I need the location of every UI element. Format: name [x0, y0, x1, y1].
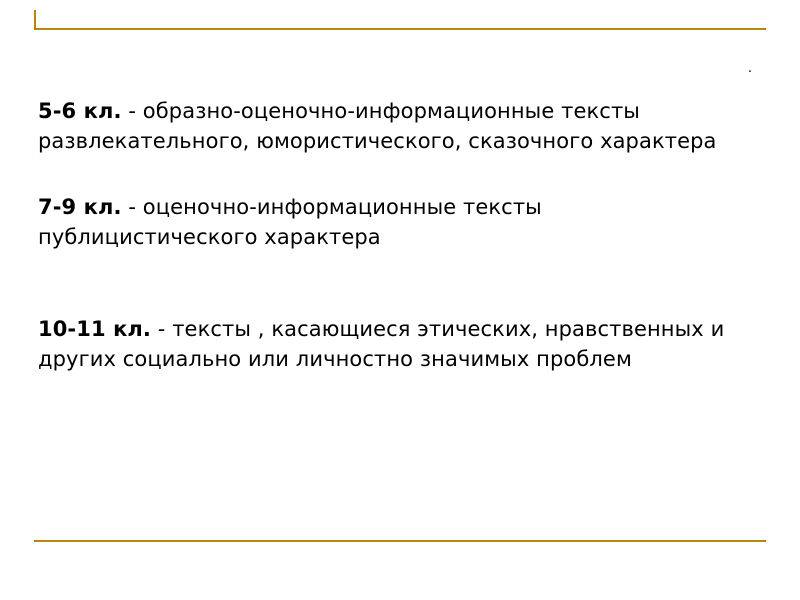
spacer — [38, 252, 738, 314]
header-mark: . — [747, 61, 752, 76]
paragraph-text: - тексты , касающиеся этических, нравственных и других социально или личностно значимых проблем — [38, 317, 725, 371]
paragraph-lead: 7-9 кл. — [38, 195, 122, 219]
paragraph-lead: 5-6 кл. — [38, 99, 122, 123]
paragraph-text: - оценочно-информационные тексты публицистического характера — [38, 195, 542, 249]
top-divider — [34, 28, 766, 30]
paragraph-lead: 10-11 кл. — [38, 317, 151, 341]
paragraph-grades-10-11 — [38, 314, 738, 374]
top-divider-tick — [34, 10, 36, 30]
paragraph-grades-5-6 — [38, 96, 738, 156]
paragraph-text: - образно-оценочно-информационные тексты развлекательного, юмористического, сказочного характера — [38, 99, 717, 153]
bottom-divider — [34, 540, 766, 542]
paragraph-grades-7-9 — [38, 192, 738, 252]
spacer — [38, 156, 738, 192]
slide-body — [38, 96, 738, 374]
